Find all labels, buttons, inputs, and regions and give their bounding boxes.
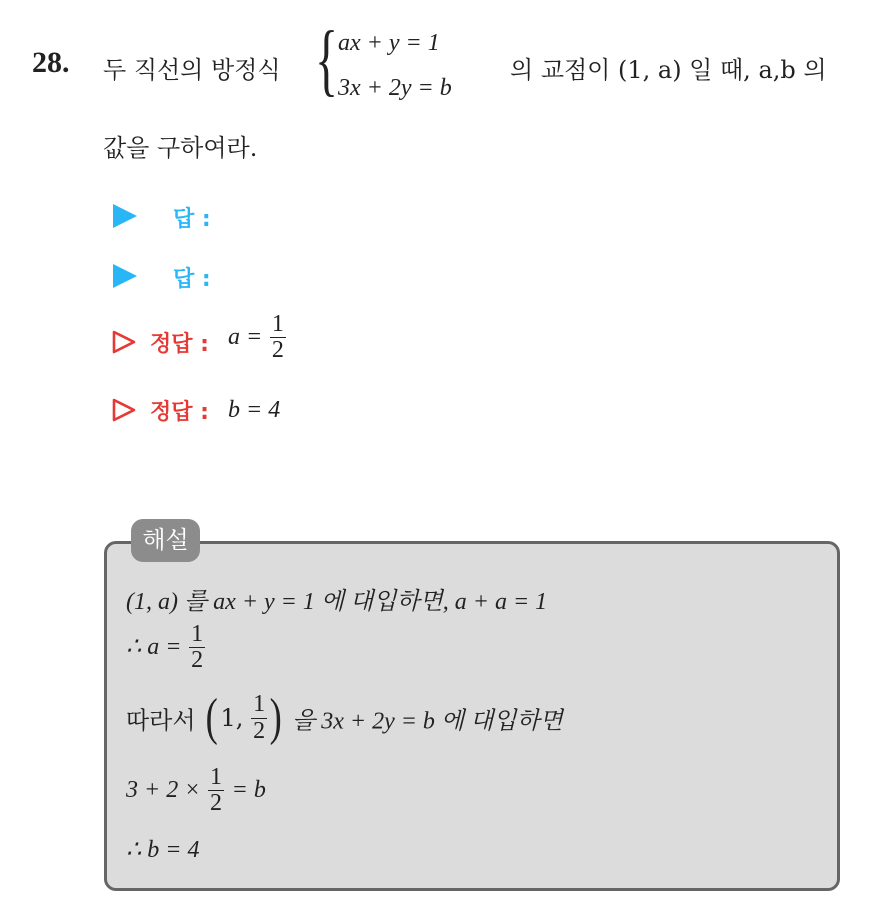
solution-line-1: (1, a) 를 ax + y = 1 에 대입하면, a + a = 1 xyxy=(126,589,548,615)
solution-line-4-numerator: 1 xyxy=(210,764,223,790)
solution-line-2-denominator: 2 xyxy=(191,647,204,674)
solution-line-3-point-x: 1, xyxy=(220,704,244,732)
solution-line-3-denominator: 2 xyxy=(253,717,266,744)
question-tail: 의 교점이 (1, a) 일 때, a,b 의 xyxy=(510,56,827,84)
correct-answer-1-denominator: 2 xyxy=(271,337,284,364)
blank-answer-2-field[interactable] xyxy=(230,262,430,292)
correct-answer-2-value: b = 4 xyxy=(228,397,281,423)
correct-answer-1-value xyxy=(228,312,286,363)
solution-tab: 해설 xyxy=(131,519,200,562)
blank-answer-1-colon: : xyxy=(194,207,211,232)
solution-line-3-pre: 따라서 xyxy=(126,706,196,735)
system-equation-1: ax + y = 1 xyxy=(338,30,440,56)
blank-answer-1-label xyxy=(173,202,211,233)
solution-line-3-post: 을 3x + 2y = b 에 대입하면 xyxy=(292,708,563,735)
correct-answer-1-text: 정답 xyxy=(150,332,193,357)
correct-answer-2-colon: : xyxy=(192,400,209,425)
blank-answer-1-field[interactable] xyxy=(230,202,430,232)
solution-line-5: ∴ b = 4 xyxy=(126,837,200,863)
correct-answer-1-colon: : xyxy=(192,332,209,357)
solution-line-2-lhs: ∴ a = xyxy=(126,634,182,661)
solution-line-4-rhs: = b xyxy=(231,777,266,804)
blank-answer-2-colon: : xyxy=(194,267,211,292)
system-equation-2: 3x + 2y = b xyxy=(338,75,452,101)
blank-answer-1-marker-icon xyxy=(113,204,137,228)
correct-answer-1-label xyxy=(150,327,209,358)
blank-answer-2-marker-icon xyxy=(113,264,137,288)
blank-answer-2-label xyxy=(173,262,211,293)
solution-line-4-fraction xyxy=(208,765,224,816)
question-line-2: 값을 구하여라. xyxy=(103,134,258,162)
question-intro: 두 직선의 방정식 xyxy=(103,56,281,84)
correct-answer-2-text: 정답 xyxy=(150,400,193,425)
solution-line-4-denominator: 2 xyxy=(210,790,223,817)
question-number: 28. xyxy=(32,46,70,79)
correct-answer-1-fraction xyxy=(270,312,286,363)
solution-line-3-numerator: 1 xyxy=(253,691,266,718)
solution-line-3-right-paren: ) xyxy=(269,689,282,746)
solution-line-4-lhs: 3 + 2 × xyxy=(126,777,201,804)
solution-line-2-numerator: 1 xyxy=(191,621,204,647)
blank-answer-2-text: 답 xyxy=(173,267,195,292)
solution-line-2 xyxy=(126,622,205,673)
correct-answer-1-numerator: 1 xyxy=(271,311,284,337)
correct-answer-2-marker-icon xyxy=(111,397,137,423)
correct-answer-1-lhs: a = xyxy=(228,324,263,351)
solution-line-4 xyxy=(126,765,266,816)
solution-line-3 xyxy=(126,689,563,746)
correct-answer-2-label xyxy=(150,395,209,426)
solution-line-3-left-paren: ( xyxy=(205,689,218,746)
solution-line-3-fraction xyxy=(251,692,267,743)
blank-answer-1-text: 답 xyxy=(173,207,195,232)
solution-line-2-fraction xyxy=(189,622,205,673)
correct-answer-1-marker-icon xyxy=(111,329,137,355)
system-brace: { xyxy=(315,16,339,104)
